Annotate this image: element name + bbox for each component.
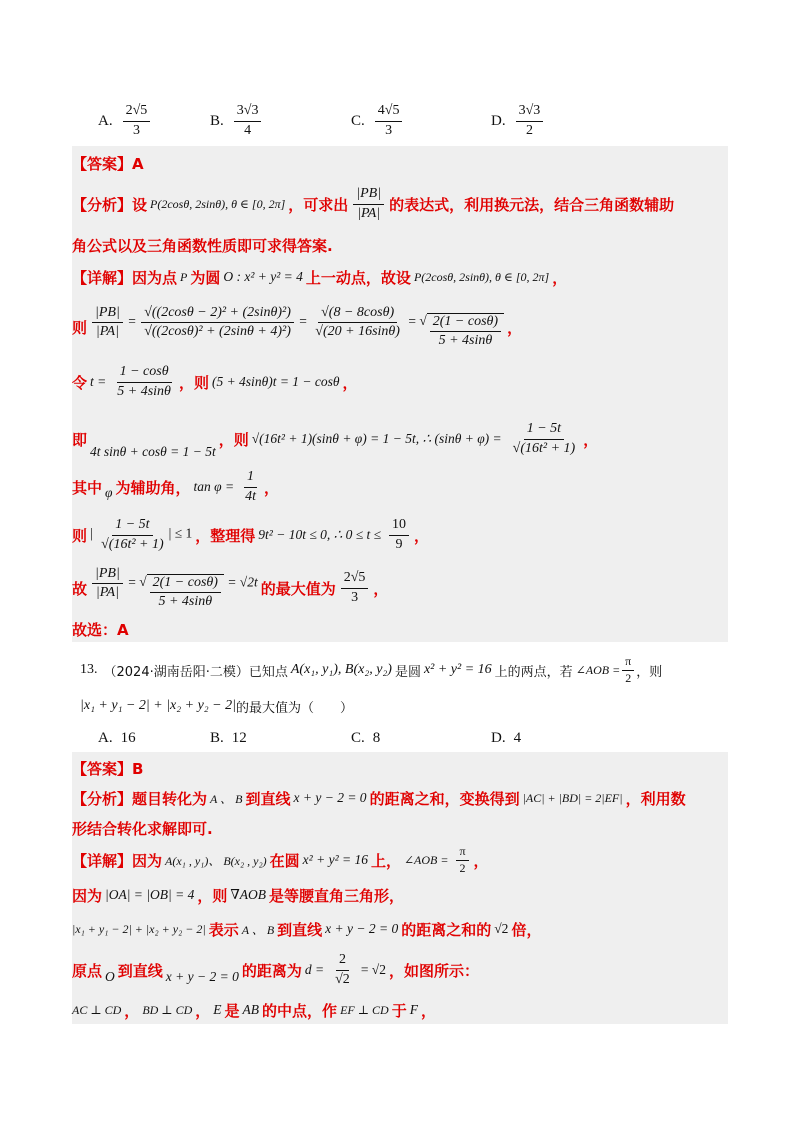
q13-analysis-line1: 【分析】题目转化为 A 、 B 到直线 x + y − 2 = 0 的距离之和，变换得到 |AC| + |BD| = 2|EF| ，利用数 bbox=[72, 789, 686, 808]
q12-step6: 故 $\frac{|PB|}{|PA|}$ = √ $\frac{2(1 - \cos\theta)}{5 + 4\sin\theta}$ = √2t 的最大值为 $\frac{2√5}{3}$ ， bbox=[72, 565, 389, 610]
q12-option-b: B. $\frac{3√3}{4}$ bbox=[210, 96, 263, 146]
q12-option-c: C. $\frac{4√5}{3}$ bbox=[351, 96, 404, 146]
q13-answer: 【答案】B bbox=[72, 759, 144, 778]
q13-stem-line1: 13. （2024·湖南岳阳·二模）已知点 A(x₁, y₁), B(x₂, y₂) 是圆 x² + y² = 16 上的两点，若 ∠AOB = $\frac{\pi}{2}$ ，则 bbox=[80, 653, 663, 685]
q13-stem-line2: |x₁ + y₁ − 2| + |x₂ + y₂ − 2| 的最大值为（ ） bbox=[80, 698, 353, 716]
q13-step3: 原点 O 到直线 x + y − 2 = 0 的距离为 d = $\frac{2}{√2}$ = √2 ，如图所示： bbox=[72, 952, 479, 987]
q13-solution-block bbox=[72, 752, 728, 1024]
q13-analysis-line2: 形结合转化求解即可. bbox=[72, 819, 213, 838]
q13-step1: 因为 |OA| = |OB| = 4 ，则 ∇AOB 是等腰直角三角形， bbox=[72, 886, 405, 905]
q13-detail-line: 【详解】因为 A(x₁ , y₁)、 B(x₂ , y₂) 在圆 x² + y² = 16 上， ∠AOB = $\frac{\pi}{2}$ ， bbox=[72, 843, 489, 875]
q12-options bbox=[98, 96, 738, 146]
q12-option-a: A. $\frac{2√5}{3}$ bbox=[98, 96, 152, 146]
q12-solution-block bbox=[72, 146, 728, 642]
q12-conclusion: 故选：A bbox=[72, 620, 129, 639]
q13-step2: |x₁ + y₁ − 2| + |x₂ + y₂ − 2| 表示 A 、 B 到直线 x + y − 2 = 0 的距离之和的 √2 倍， bbox=[72, 920, 542, 939]
q12-analysis-line2: 角公式以及三角函数性质即可求得答案. bbox=[72, 236, 333, 255]
q12-analysis-line1: 【分析】设 P(2cosθ, 2sinθ), θ ∈ [0, 2π] ，可求出 $\frac{|PB|}{|PA|}$ 的表达式，利用换元法，结合三角函数辅助 bbox=[72, 186, 675, 221]
q13-options bbox=[98, 724, 738, 752]
q12-step1: 则 $\frac{|PB|}{|PA|}$ = $\frac{\text{√((2cosθ − 2)² + (2sinθ)²)}}{\text{√((2cosθ)² + (2sinθ + 4)²)}}$ = $\frac{√(8 - 8\cos\theta)}{√(20 + 16\sin\theta)}$ = √ $\frac{2(1 - \cos\theta)}{5 + 4\sin\theta}$ ， bbox=[72, 304, 523, 349]
q13-option-a: A. 16 bbox=[98, 729, 136, 746]
q12-detail-line: 【详解】因为点 P 为圆 O : x² + y² = 4 上一动点，故设 P(2cosθ, 2sinθ), θ ∈ [0, 2π] ， bbox=[72, 268, 568, 287]
q13-option-b: B. 12 bbox=[210, 729, 247, 746]
q12-step5: 则 | $\frac{1 - 5t}{\text{√(16t² + 1)}}$ | ≤ 1 ，整理得 9t² − 10t ≤ 0, ∴ 0 ≤ t ≤ $\frac{10}{9}$ ， bbox=[72, 517, 430, 552]
q12-option-d: D. $\frac{3√3}{2}$ bbox=[491, 96, 545, 146]
q12-step3: 即 4t sinθ + cosθ = 1 − 5t ，则 √(16t² + 1)(sinθ + φ) = 1 − 5t, ∴ (sinθ + φ) = $\frac{1 - 5t}{\text{√(16t² + 1)}}$ ， bbox=[72, 421, 599, 459]
q12-answer: 【答案】A bbox=[72, 154, 144, 173]
q12-step4: 其中 φ 为辅助角， tan φ = $\frac{1}{4t}$ ， bbox=[72, 469, 279, 504]
q13-step4: AC ⊥ CD ， BD ⊥ CD ， E 是 AB 的中点，作 EF ⊥ CD 于 F ， bbox=[72, 1001, 436, 1020]
q13-option-c: C. 8 bbox=[351, 729, 381, 746]
q13-option-d: D. 4 bbox=[491, 729, 522, 746]
q12-step2: 令 t = $\frac{1 - \cos\theta}{5 + 4\sin\theta}$ ，则 (5 + 4sinθ)t = 1 − cosθ ， bbox=[72, 364, 358, 399]
